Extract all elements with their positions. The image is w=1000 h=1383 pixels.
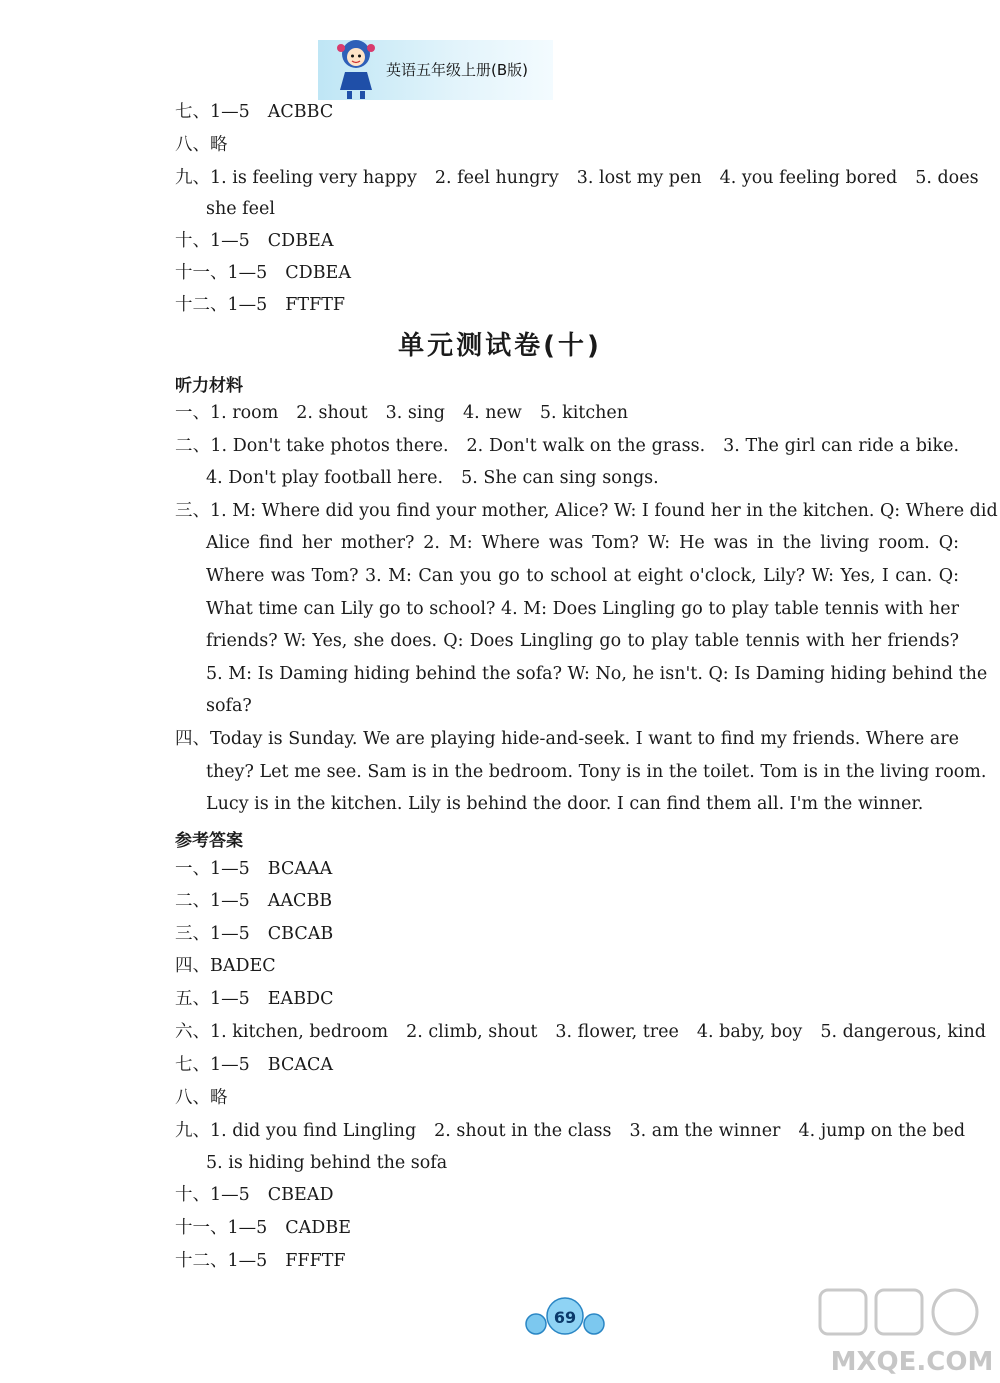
site-watermark — [800, 1280, 1000, 1383]
listening-q3-line: Where was Tom? 3. M: Can you go to school at eight o'clock, Lily? W: Yes, I can. Q: — [206, 566, 959, 586]
answer-line-11: 十一、1—5 CDBEA — [175, 263, 351, 283]
answer-line-10: 十、1—5 CDBEA — [175, 231, 334, 251]
listening-q2-line1: 二、1. Don't take photos there. 2. Don't walk on the grass. 3. The girl can ride a bike. — [175, 436, 960, 456]
listening-q4-line: Lucy is in the kitchen. Lily is behind the door. I can find them all. I'm the winner. — [206, 794, 924, 814]
answer-line-9: 九、1. is feeling very happy 2. feel hungry 3. lost my pen 4. you feeling bored 5. does — [175, 168, 979, 188]
answer-9: 九、1. did you find Lingling 2. shout in the class 3. am the winner 4. jump on the bed — [175, 1121, 966, 1141]
page-number-badge — [522, 1296, 608, 1340]
answer-3: 三、1—5 CBCAB — [175, 924, 334, 944]
answer-line-8: 八、略 — [175, 135, 228, 155]
section-title: 单元测试卷(十) — [398, 331, 602, 361]
answer-line-7: 七、1—5 ACBBC — [175, 102, 334, 122]
listening-q4-line: 四、Today is Sunday. We are playing hide-and-seek. I want to find my friends. Where are — [175, 729, 959, 749]
answer-line-9-cont: she feel — [206, 199, 275, 219]
answer-8: 八、略 — [175, 1088, 228, 1108]
girl-mascot-icon — [330, 36, 382, 102]
listening-q3-line: 三、1. M: Where did you find your mother, Alice? W: I found her in the kitchen. Q: Where did — [175, 501, 998, 521]
listening-heading: 听力材料 — [175, 376, 243, 396]
answer-2: 二、1—5 AACBB — [175, 891, 333, 911]
answer-9-cont: 5. is hiding behind the sofa — [206, 1153, 448, 1173]
listening-q2-line2: 4. Don't play football here. 5. She can sing songs. — [206, 468, 659, 488]
listening-q3-line: What time can Lily go to school? 4. M: Does Lingling go to play table tennis with her — [206, 599, 959, 619]
listening-q3-line: friends? W: Yes, she does. Q: Does Lingling go to play table tennis with her friends? — [206, 631, 959, 651]
header-title: 英语五年级上册(B版) — [386, 61, 528, 79]
answers-heading: 参考答案 — [175, 831, 243, 851]
listening-q3-line: sofa? — [206, 696, 252, 716]
answer-11: 十一、1—5 CADBE — [175, 1218, 351, 1238]
answer-5: 五、1—5 EABDC — [175, 989, 334, 1009]
listening-q3-line: 5. M: Is Daming hiding behind the sofa? W: No, he isn't. Q: Is Daming hiding behind the — [206, 664, 988, 684]
listening-q3-line: Alice find her mother? 2. M: Where was Tom? W: He was in the living room. Q: — [206, 533, 959, 553]
listening-q4-line: they? Let me see. Sam is in the bedroom. Tony is in the toilet. Tom is in the living room. — [206, 762, 987, 782]
answer-line-12: 十二、1—5 FTFTF — [175, 295, 346, 315]
answer-12: 十二、1—5 FFFTF — [175, 1251, 346, 1271]
page-number: 69 — [553, 1308, 577, 1327]
answer-10: 十、1—5 CBEAD — [175, 1185, 334, 1205]
listening-q1: 一、1. room 2. shout 3. sing 4. new 5. kitchen — [175, 403, 629, 423]
answer-4: 四、BADEC — [175, 956, 276, 976]
answer-1: 一、1—5 BCAAA — [175, 859, 333, 879]
answer-7: 七、1—5 BCACA — [175, 1055, 334, 1075]
watermark-text: MXQE.COM — [830, 1347, 994, 1377]
answer-6: 六、1. kitchen, bedroom 2. climb, shout 3. flower, tree 4. baby, boy 5. dangerous, kind — [175, 1022, 986, 1042]
